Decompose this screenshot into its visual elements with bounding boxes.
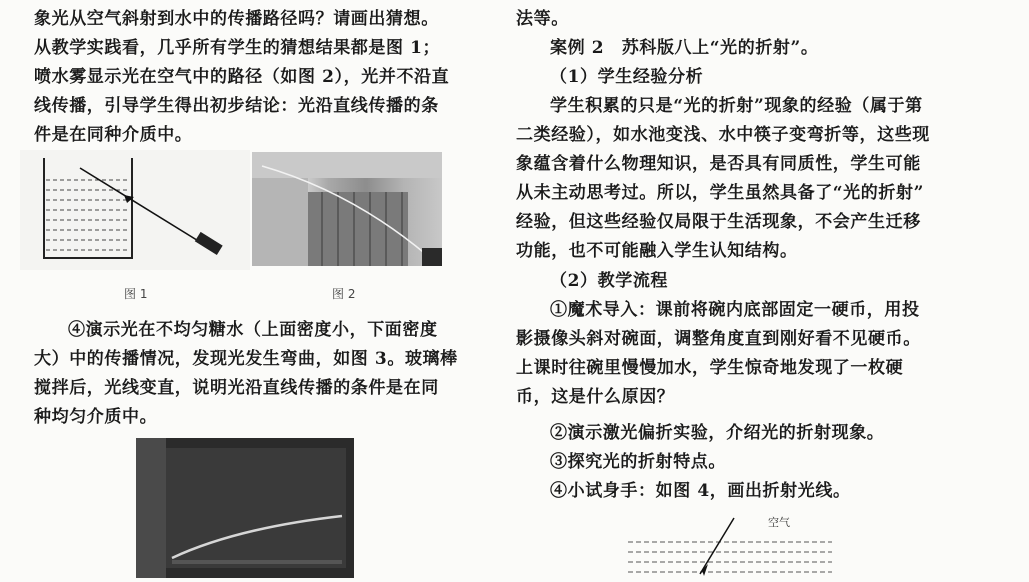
paragraph-line: 币，这是什么原因？ (516, 387, 675, 407)
paragraph-line: ④演示光在不均匀糖水（上面密度小，下面密度 (68, 320, 438, 340)
paragraph-line: 种均匀介质中。 (34, 407, 158, 427)
paragraph-line: 象蕴含着什么物理知识，是否具有同质性，学生可能 (516, 154, 921, 174)
paragraph-line: 大）中的传播情况，发现光发生弯曲，如图 3。玻璃棒 (34, 349, 458, 369)
paragraph-line: 影摄像头斜对碗面，调整角度直到刚好看不见硬币。 (516, 329, 921, 349)
case-heading: 案例 2 苏科版八上“光的折射”。 (550, 38, 819, 58)
figure-4-air-label: 空气 (768, 516, 790, 529)
paragraph-line: 搅拌后，光线变直，说明光沿直线传播的条件是在同 (34, 378, 439, 398)
paragraph-line: 二类经验），如水池变浅、水中筷子变弯折等，这些现 (516, 125, 930, 145)
paragraph-line: 喷水雾显示光在空气中的路径（如图 2），光并不沿直 (34, 67, 450, 87)
paragraph-line: ③探究光的折射特点。 (550, 452, 726, 472)
paragraph-line: 法等。 (516, 9, 569, 29)
paragraph-line: 学生积累的只是“光的折射”现象的经验（属于第 (550, 96, 923, 116)
paragraph-line: ④小试身手：如图 4，画出折射光线。 (550, 481, 851, 501)
figure-2-light-path (252, 152, 442, 266)
paragraph-line: ②演示激光偏折实验，介绍光的折射现象。 (550, 423, 885, 443)
figure-1-beaker-diagram (20, 150, 250, 270)
paragraph-line: 经验，但这些经验仅局限于生活现象，不会产生迁移 (516, 212, 921, 232)
paragraph-line: 从未主动思考过。所以，学生虽然具备了“光的折射” (516, 183, 924, 203)
figure-1-caption: 图 1 (124, 287, 148, 301)
paragraph-line: 件是在同种介质中。 (34, 125, 193, 145)
section-heading: （1）学生经验分析 (550, 67, 704, 87)
figure-2-photo (252, 152, 442, 266)
figure-3-curved-light (136, 438, 354, 578)
figure-3-photo (136, 438, 354, 578)
paragraph-line: 象光从空气斜射到水中的传播路径吗？请画出猜想。 (34, 9, 439, 29)
figure-4-refraction-diagram (622, 514, 836, 578)
section-heading: （2）教学流程 (550, 271, 669, 291)
paragraph-line: 线传播，引导学生得出初步结论：光沿直线传播的条 (34, 96, 439, 116)
figure-2-caption: 图 2 (332, 287, 356, 301)
paragraph-line: 从教学实践看，几乎所有学生的猜想结果都是图 1； (34, 38, 441, 58)
paragraph-line: ①魔术导入：课前将碗内底部固定一硬币，用投 (550, 300, 920, 320)
paragraph-line: 上课时往碗里慢慢加水，学生惊奇地发现了一枚硬 (516, 358, 904, 378)
paragraph-line: 功能，也不可能融入学生认知结构。 (516, 241, 798, 261)
